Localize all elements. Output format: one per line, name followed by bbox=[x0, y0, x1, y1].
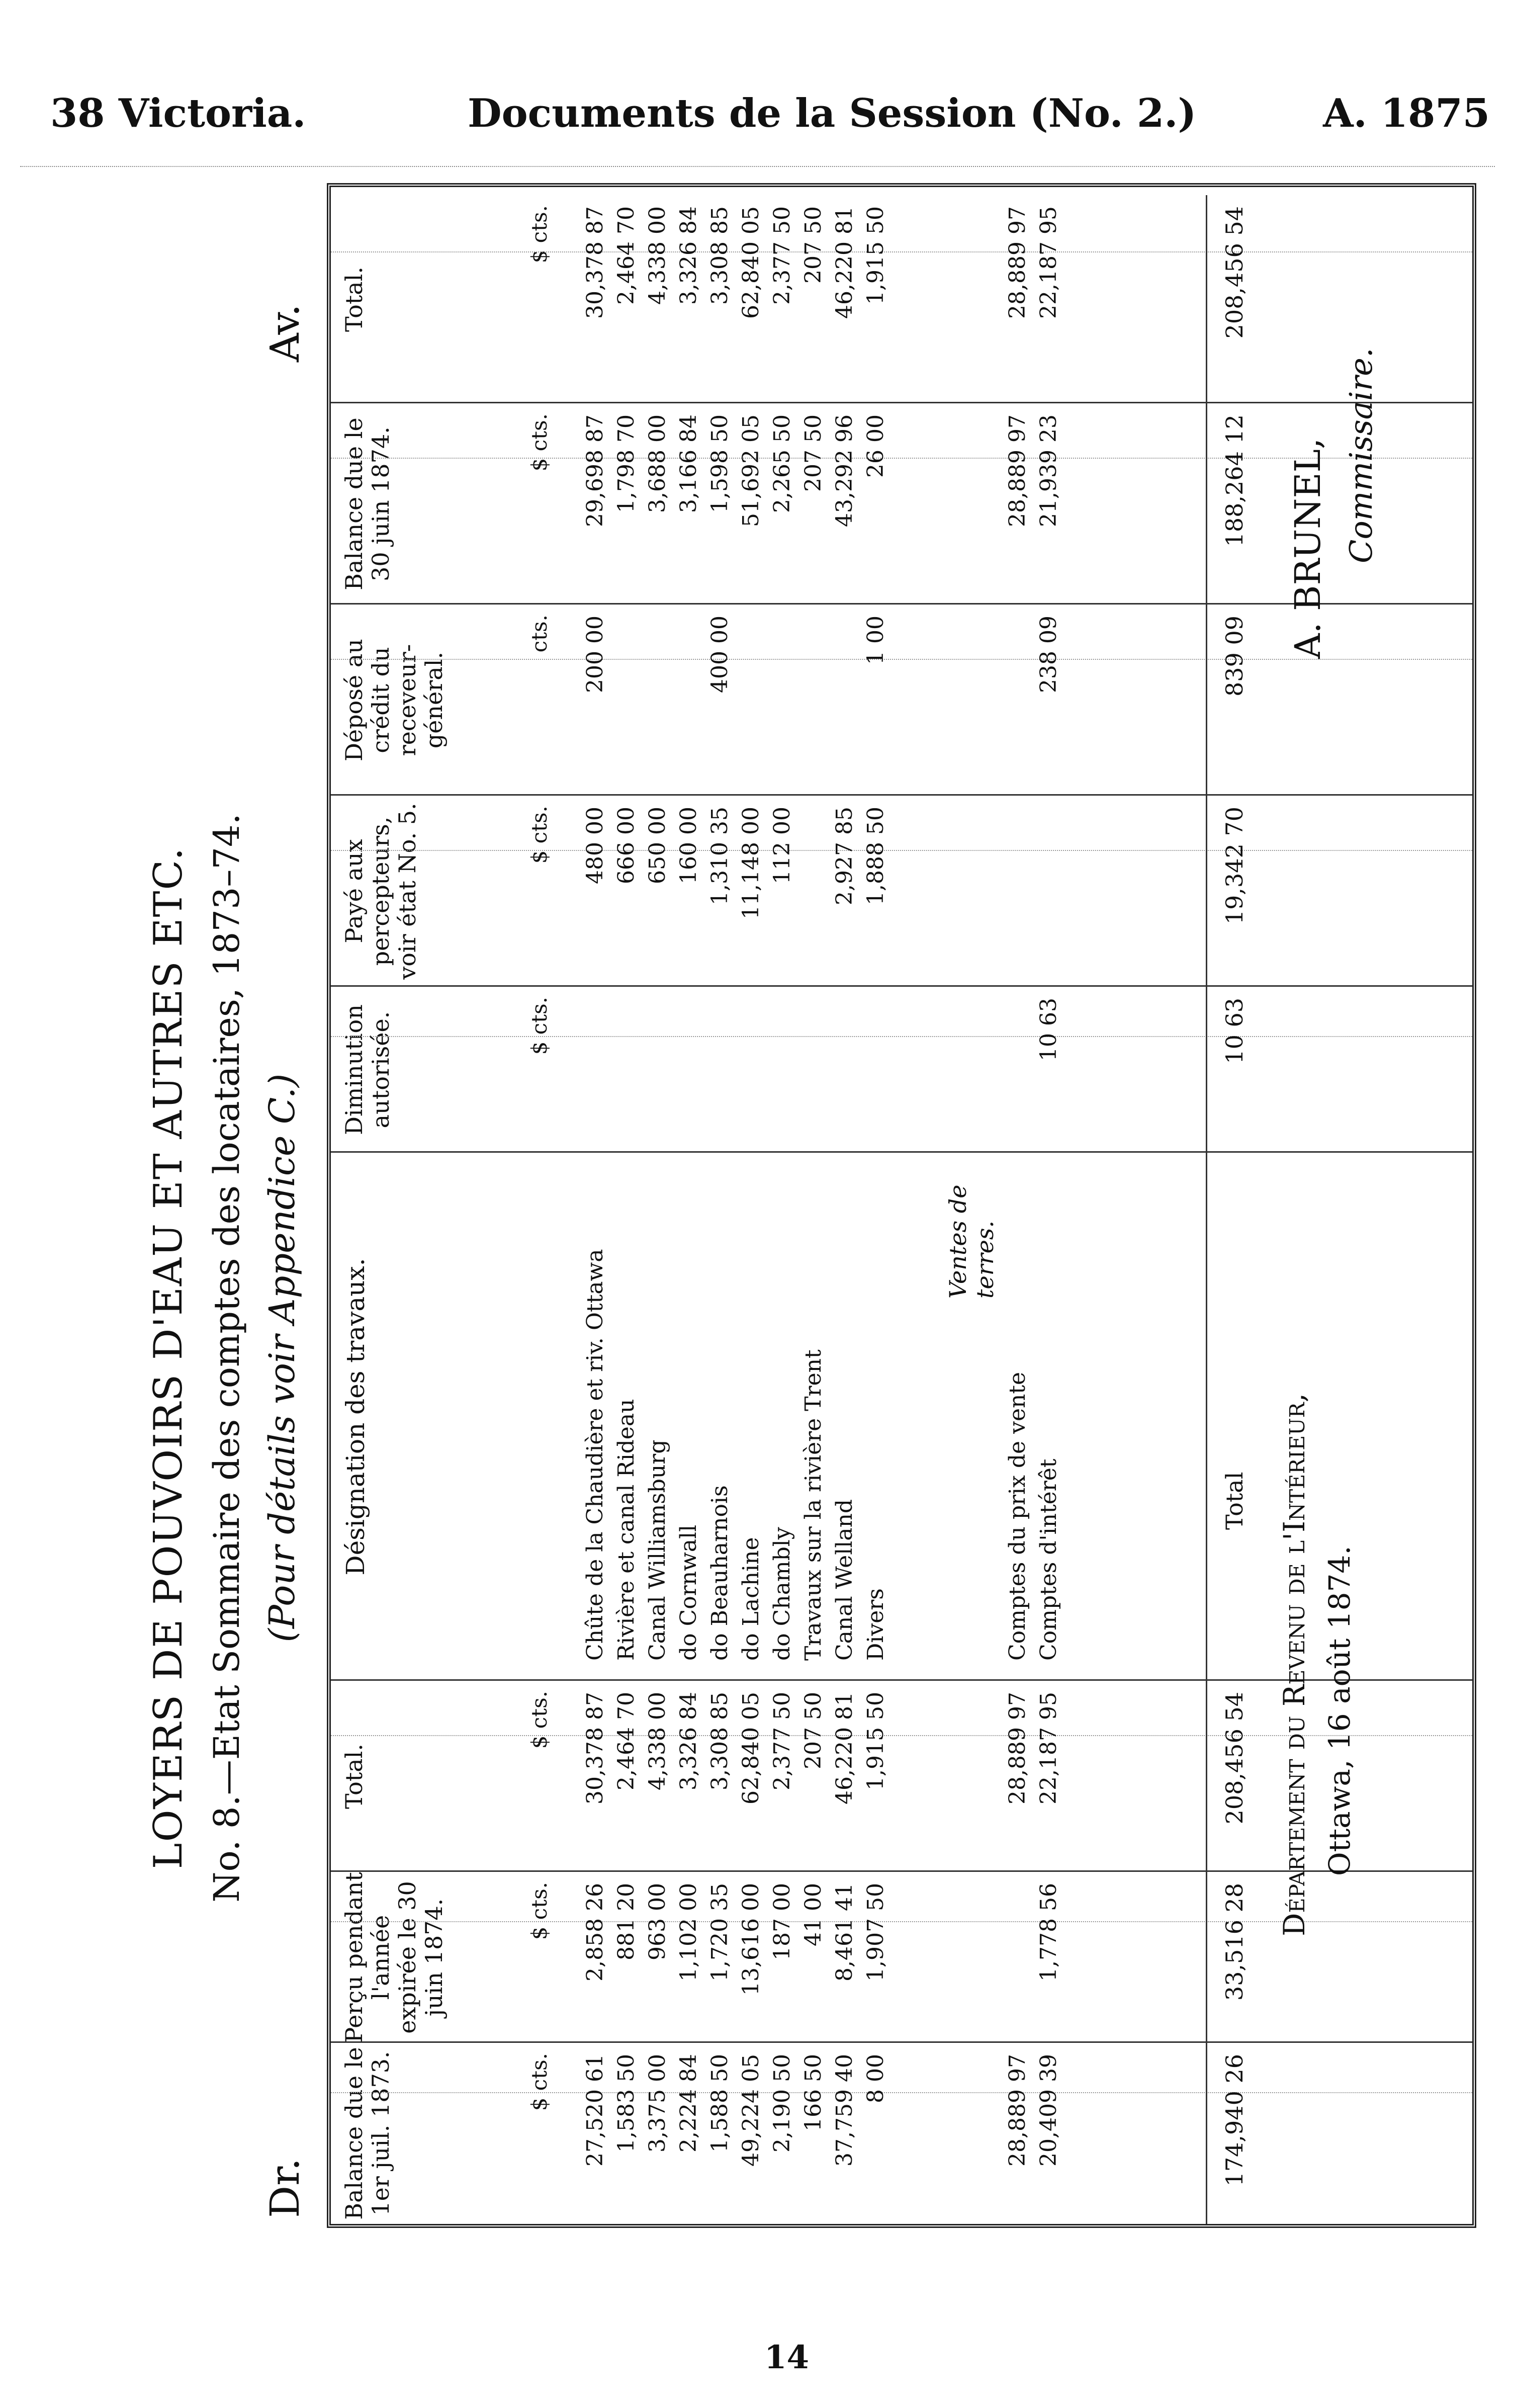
cell-value: 3,308 85 bbox=[707, 1692, 733, 1790]
cell-value: 4,338 00 bbox=[645, 1692, 670, 1790]
total-rule bbox=[1206, 195, 1207, 403]
total-value: 208,456 54 bbox=[1221, 206, 1248, 339]
cell-value: 881 20 bbox=[613, 1883, 639, 1960]
row-designation: Canal Williamsburg bbox=[645, 1439, 670, 1661]
cell-value: 160 00 bbox=[676, 807, 701, 884]
cell-value: 30,378 87 bbox=[582, 206, 608, 319]
cell-value: 2,858 26 bbox=[582, 1883, 608, 1982]
cell-value: 2,927 85 bbox=[832, 807, 857, 905]
row-designation: do Chambly bbox=[769, 1527, 795, 1661]
cell-value: 22,187 95 bbox=[1036, 206, 1061, 319]
cell-value: 238 09 bbox=[1036, 616, 1061, 693]
total-label: Total bbox=[1221, 1472, 1248, 1530]
cell-value: 28,889 97 bbox=[1005, 206, 1030, 319]
cell-value: 3,688 00 bbox=[645, 414, 670, 513]
cell-value: 1,310 35 bbox=[707, 807, 733, 905]
cell-value: 43,292 96 bbox=[832, 414, 857, 527]
cell-value: 1,907 50 bbox=[863, 1883, 888, 1982]
unit-label: $ cts. bbox=[527, 806, 552, 864]
row-designation: Chûte de la Chaudière et riv. Ottawa bbox=[582, 1249, 608, 1661]
cell-value: 30,378 87 bbox=[582, 1692, 608, 1804]
cell-value: 49,224 05 bbox=[738, 2054, 764, 2167]
cell-value: 28,889 97 bbox=[1005, 2054, 1030, 2167]
total-rule bbox=[1206, 796, 1207, 987]
rotated-page-content bbox=[55, 176, 1423, 2238]
total-rule bbox=[1206, 605, 1207, 796]
col-header: Balance due le 1er juil. 1873. bbox=[340, 2047, 394, 2220]
col-balance-start bbox=[331, 2041, 1472, 2224]
cell-value: 27,520 61 bbox=[582, 2054, 608, 2167]
col-header: Total. bbox=[340, 266, 368, 332]
cell-value: 1,888 50 bbox=[863, 807, 888, 905]
page-title: LOYERS DE POUVOIRS D'EAU ET AUTRES ETC. bbox=[146, 846, 191, 1869]
cell-value: 11,148 00 bbox=[738, 807, 764, 919]
cell-value: 3,166 84 bbox=[676, 414, 701, 513]
page-subtitle: No. 8.—Etat Sommaire des comptes des locataires, 1873–74. bbox=[206, 813, 247, 1903]
signature-name: A. BRUNEL, bbox=[1287, 438, 1328, 659]
cell-value: 3,326 84 bbox=[676, 206, 701, 305]
cell-value: 963 00 bbox=[645, 1883, 670, 1960]
cell-value: 2,464 70 bbox=[613, 1692, 639, 1790]
cell-value: 28,889 97 bbox=[1005, 1692, 1030, 1804]
cell-value: 46,220 81 bbox=[832, 206, 857, 319]
cell-value: 1,588 50 bbox=[707, 2054, 733, 2153]
cell-value: 650 00 bbox=[645, 807, 670, 884]
cell-value: 1,915 50 bbox=[863, 1692, 888, 1790]
cell-value: 207 50 bbox=[800, 1692, 826, 1769]
cell-value: 112 00 bbox=[769, 807, 795, 884]
cell-value: 2,464 70 bbox=[613, 206, 639, 305]
cell-value: 1,583 50 bbox=[613, 2054, 639, 2153]
cell-value: 1,798 70 bbox=[613, 414, 639, 513]
cell-value: 2,377 50 bbox=[769, 206, 795, 305]
col-header: Diminution autorisée. bbox=[340, 1004, 394, 1135]
cell-value: 2,265 50 bbox=[769, 414, 795, 513]
cell-value: 8 00 bbox=[863, 2054, 888, 2103]
cell-value: 400 00 bbox=[707, 616, 733, 693]
cents-divider bbox=[331, 850, 1472, 851]
col-diminution bbox=[331, 985, 1472, 1153]
cell-value: 41 00 bbox=[800, 1883, 826, 1946]
total-value: 33,516 28 bbox=[1221, 1883, 1248, 2001]
cell-value: 37,759 40 bbox=[832, 2054, 857, 2167]
total-value: 208,456 54 bbox=[1221, 1692, 1248, 1825]
cell-value: 22,187 95 bbox=[1036, 1692, 1061, 1804]
cell-value: 2,377 50 bbox=[769, 1692, 795, 1790]
unit-label: $ cts. bbox=[527, 1691, 552, 1749]
cell-value: 1,778 56 bbox=[1036, 1883, 1061, 1982]
cents-divider bbox=[331, 251, 1472, 252]
total-value: 188,264 12 bbox=[1221, 414, 1248, 547]
cell-value: 207 50 bbox=[800, 206, 826, 284]
cell-value: 3,326 84 bbox=[676, 1692, 701, 1790]
cell-value: 62,840 05 bbox=[738, 206, 764, 319]
cell-value: 4,338 00 bbox=[645, 206, 670, 305]
cell-value: 1,720 35 bbox=[707, 1883, 733, 1982]
row-designation: do Lachine bbox=[738, 1537, 764, 1661]
total-rule bbox=[1206, 403, 1207, 605]
unit-label: $ cts. bbox=[527, 205, 552, 264]
cell-value: 480 00 bbox=[582, 807, 608, 884]
row-designation: Comptes du prix de vente bbox=[1005, 1371, 1030, 1661]
page-note: (Pour détails voir Appendice C.) bbox=[261, 1073, 303, 1643]
total-value: 10 63 bbox=[1221, 998, 1248, 1064]
row-designation: Comptes d'intérêt bbox=[1036, 1458, 1061, 1661]
total-rule bbox=[1206, 2043, 1207, 2224]
cell-value: 29,698 87 bbox=[582, 414, 608, 527]
col-total-right bbox=[331, 195, 1472, 403]
page-number: 14 bbox=[764, 2339, 810, 2376]
col-header: Total. bbox=[340, 1743, 368, 1810]
unit-label: cts. bbox=[527, 615, 552, 653]
row-designation: Travaux sur la rivière Trent bbox=[800, 1349, 826, 1661]
cell-value: 1,915 50 bbox=[863, 206, 888, 305]
total-value: 19,342 70 bbox=[1221, 807, 1248, 925]
unit-label: $ cts. bbox=[527, 413, 552, 472]
cents-divider bbox=[331, 1036, 1472, 1037]
cell-value: 1 00 bbox=[863, 616, 888, 665]
col-paye bbox=[331, 794, 1472, 987]
cell-value: 200 00 bbox=[582, 616, 608, 693]
col-header: Perçu pendant l'année expirée le 30 juin 1874. bbox=[340, 1872, 448, 2043]
row-designation: do Cornwall bbox=[676, 1524, 701, 1661]
col-header: Désignation des travaux. bbox=[341, 1258, 370, 1576]
header-center: Documents de la Session (No. 2.) bbox=[468, 91, 1197, 136]
unit-label: $ cts. bbox=[527, 2053, 552, 2111]
cell-value: 187 00 bbox=[769, 1883, 795, 1960]
cell-value: 207 50 bbox=[800, 414, 826, 492]
cell-value: 2,190 50 bbox=[769, 2054, 795, 2153]
cell-value: 2,224 84 bbox=[676, 2054, 701, 2153]
credit-label: Av. bbox=[261, 304, 308, 362]
top-rule bbox=[20, 166, 1495, 167]
total-rule bbox=[1206, 987, 1207, 1153]
cell-value: 13,616 00 bbox=[738, 1883, 764, 1996]
total-rule bbox=[1206, 1872, 1207, 2043]
cell-value: 10 63 bbox=[1036, 998, 1061, 1061]
total-rule bbox=[1206, 1153, 1207, 1681]
cell-value: 1,102 00 bbox=[676, 1883, 701, 1982]
signature-department: Département du Revenu de l'Intérieur, bbox=[1277, 1393, 1311, 1936]
cell-value: 51,692 05 bbox=[738, 414, 764, 527]
section-title: Ventes de terres. bbox=[944, 1184, 999, 1299]
total-value: 174,940 26 bbox=[1221, 2054, 1248, 2187]
cents-divider bbox=[331, 659, 1472, 660]
cell-value: 28,889 97 bbox=[1005, 414, 1030, 527]
row-designation: do Beauharnois bbox=[707, 1485, 733, 1661]
row-designation: Divers bbox=[863, 1588, 888, 1661]
cell-value: 3,308 85 bbox=[707, 206, 733, 305]
col-header: Balance due le 30 juin 1874. bbox=[340, 417, 394, 590]
row-designation: Canal Welland bbox=[832, 1499, 857, 1661]
cell-value: 46,220 81 bbox=[832, 1692, 857, 1804]
signature-place-date: Ottawa, 16 août 1874. bbox=[1322, 1545, 1357, 1876]
debit-label: Dr. bbox=[261, 2158, 308, 2218]
row-designation: Rivière et canal Rideau bbox=[613, 1399, 639, 1661]
signature-role: Commissaire. bbox=[1343, 348, 1379, 563]
cell-value: 26 00 bbox=[863, 414, 888, 478]
cell-value: 3,375 00 bbox=[645, 2054, 670, 2153]
cell-value: 666 00 bbox=[613, 807, 639, 884]
cell-value: 166 50 bbox=[800, 2054, 826, 2131]
cell-value: 1,598 50 bbox=[707, 414, 733, 513]
unit-label: $ cts. bbox=[527, 1882, 552, 1940]
total-rule bbox=[1206, 1681, 1207, 1872]
header-left: 38 Victoria. bbox=[50, 91, 306, 136]
cell-value: 20,409 39 bbox=[1036, 2054, 1061, 2167]
unit-label: $ cts. bbox=[527, 997, 552, 1055]
total-value: 839 09 bbox=[1221, 616, 1248, 697]
header-right: A. 1875 bbox=[1323, 91, 1490, 136]
cents-divider bbox=[331, 2092, 1472, 2093]
col-header: Déposé au crédit du receveur-général. bbox=[340, 639, 448, 761]
col-header: Payé aux percepteurs, voir état No. 5. bbox=[340, 803, 421, 980]
cell-value: 8,461 41 bbox=[832, 1883, 857, 1982]
cell-value: 21,939 23 bbox=[1036, 414, 1061, 527]
cell-value: 62,840 05 bbox=[738, 1692, 764, 1804]
